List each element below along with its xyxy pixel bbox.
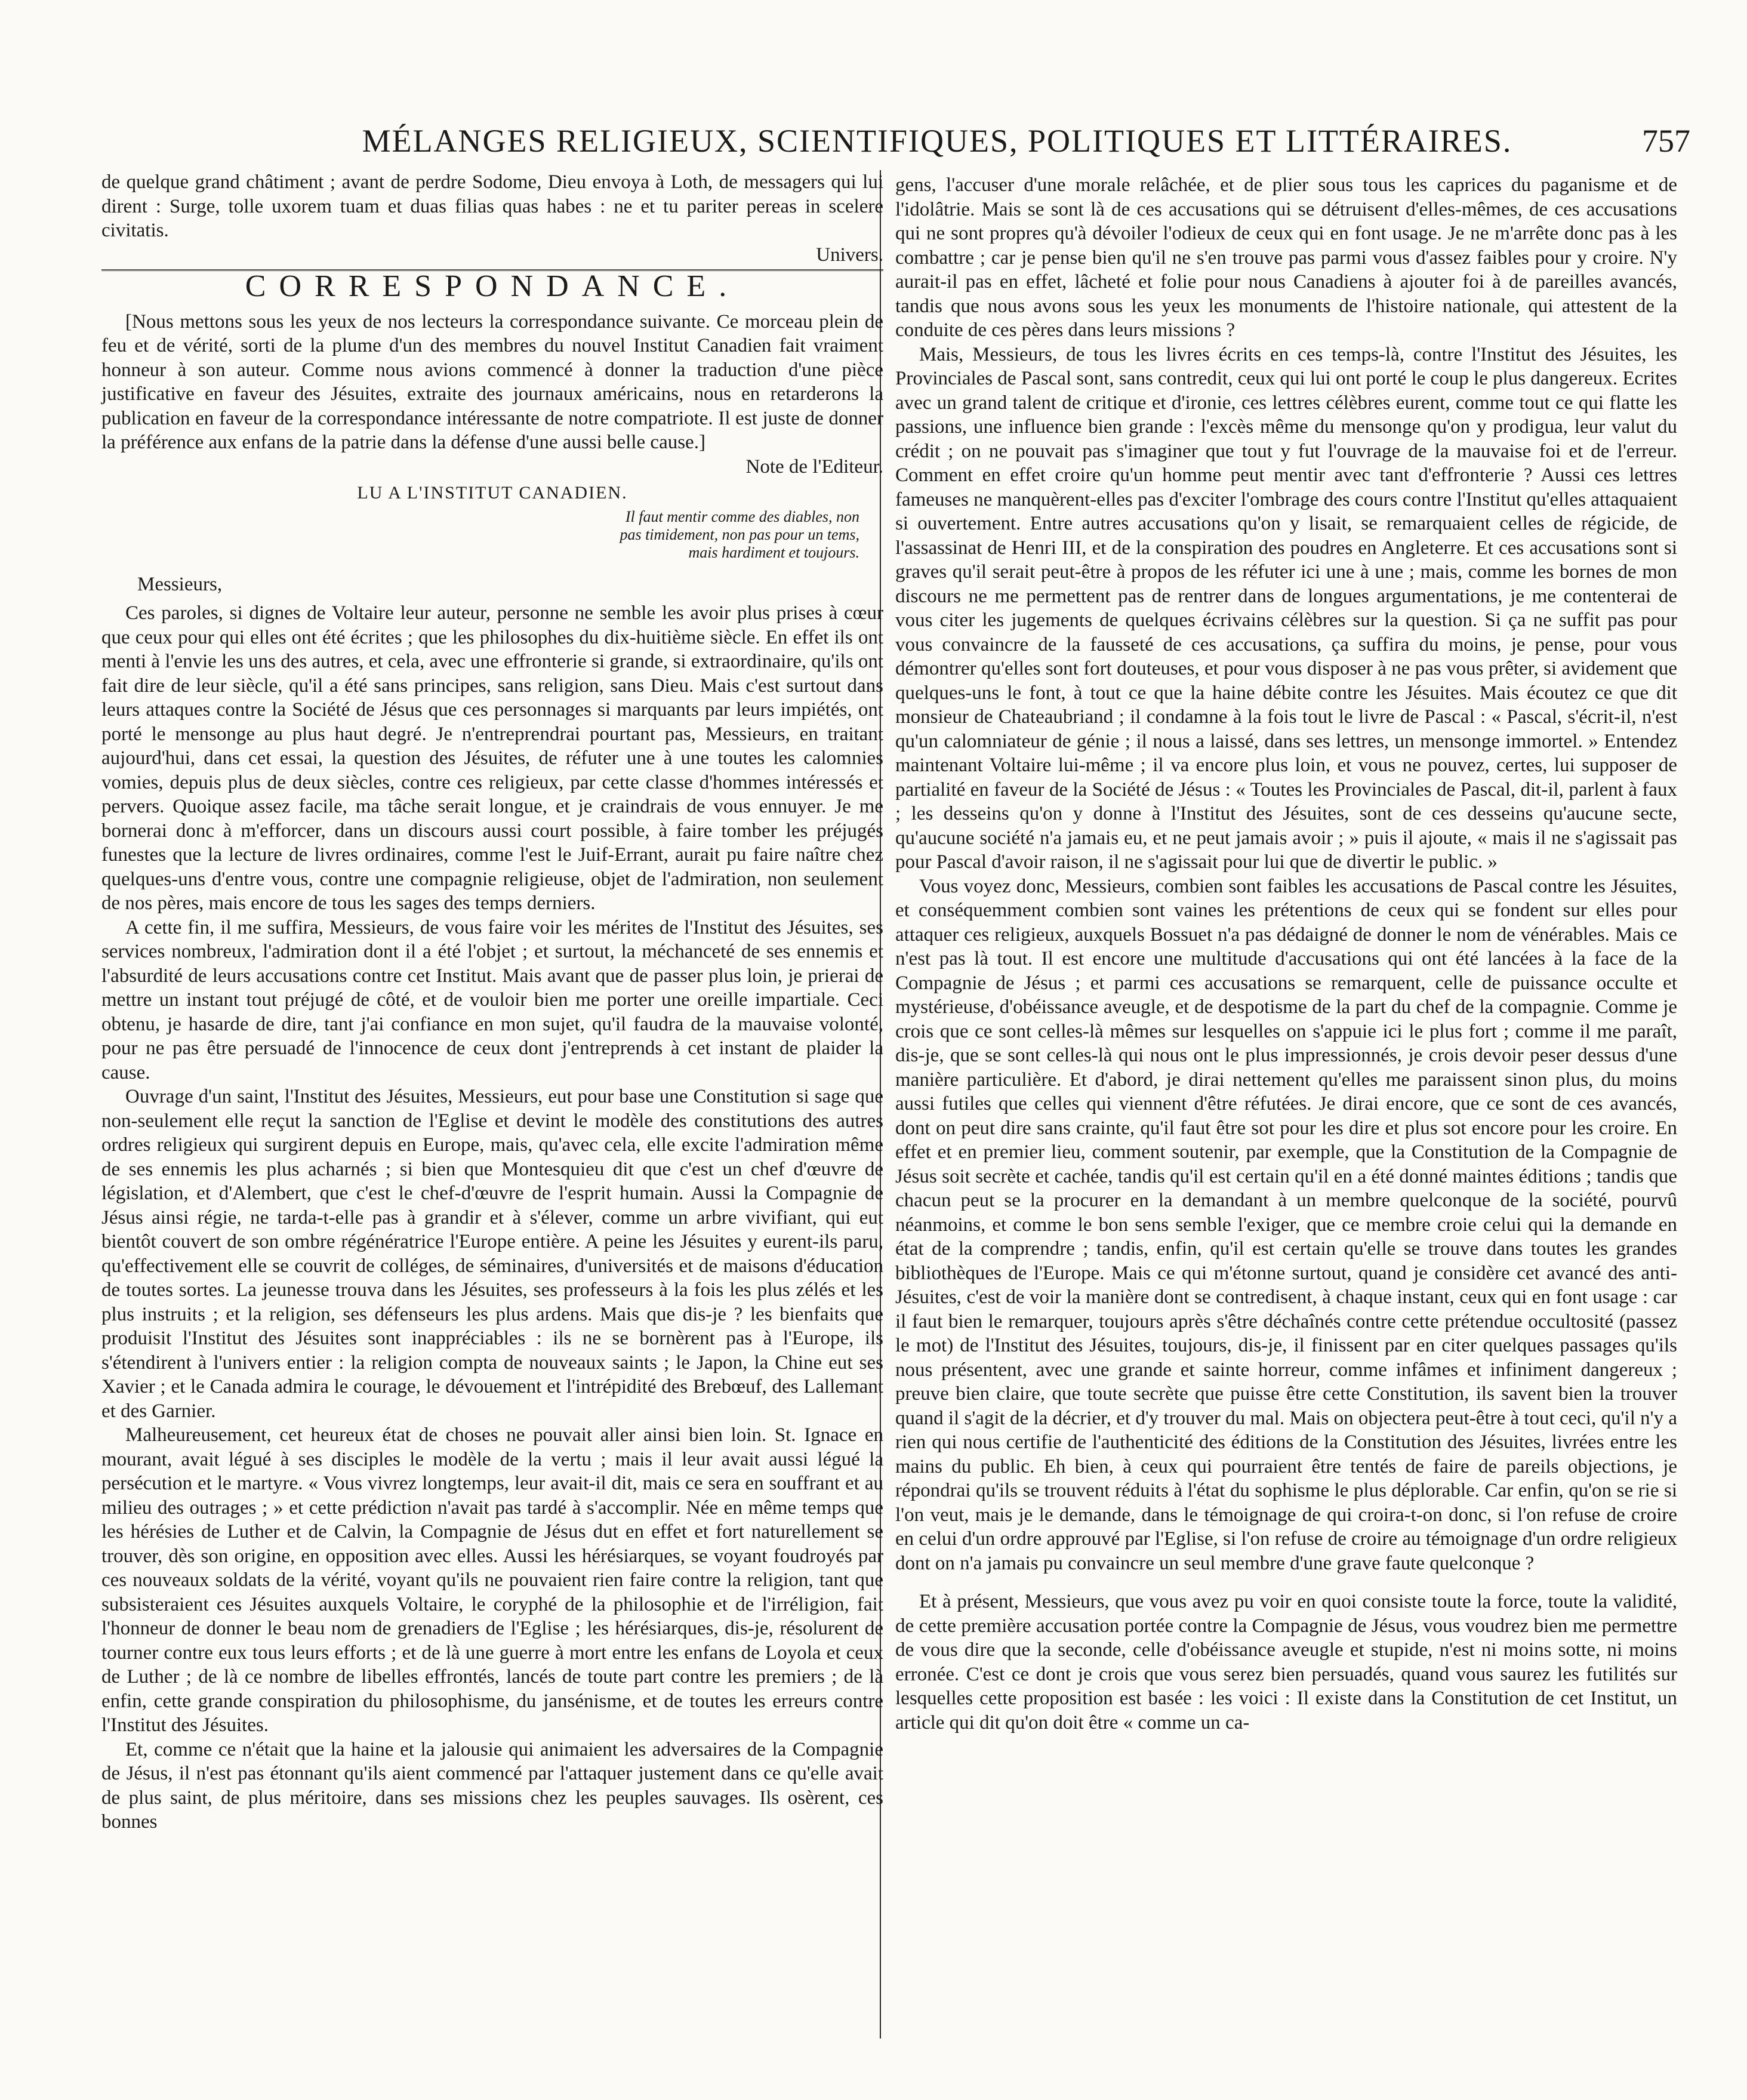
running-header: MÉLANGES RELIGIEUX, SCIENTIFIQUES, POLITIQUES ET LITTÉRAIRES.: [362, 123, 1512, 159]
right-column: [895, 173, 1677, 1735]
body-paragraph: gens, l'accuser d'une morale relâchée, et de plier sous tous les caprices du paganisme et de l'idolâtrie. Mais se sont là de ces accusations qui se détruisent d'elles-mêmes, de ces accusations qui ne sont propres qu'à dévoiler l'odieux de ceux qui en font usage. Je ne m'arrête donc pas à les combattre ; car je pense bien qu'il ne s'en trouve pas parmi vous d'assez faibles pour y croire. N'y aurait-il pas en effet, lâcheté et folie pour nous Canadiens à ajouter foi à de pareilles avancés, tandis que nous avons sous les yeux les monuments de l'histoire nationale, qui attestent de la conduite de ces pères dans leurs missions ?: [895, 174, 1677, 341]
body-paragraph: A cette fin, il me suffira, Messieurs, de vous faire voir les mérites de l'Institut des Jésuites, ses services nombreux, l'admiration dont il a été l'objet ; et surtout, la méchanceté de ses ennemis et l'absurdité de leurs accusations contre cet Institut. Mais avant que de passer plus loin, je prierai de mettre un instant tout préjugé de côté, et de vouloir bien me porter une oreille impartiale. Ceci obtenu, je hasarde de dire, tant j'ai confiance en mon sujet, qu'il faudra de la mauvaise volonté, pour ne pas être persuadé de l'innocence de ceux dont j'entreprends à cet instant de plaider la cause.: [101, 916, 883, 1083]
body-paragraph: Vous voyez donc, Messieurs, combien sont faibles les accusations de Pascal contre les Jésuites, et conséquemment combien sont vaines les prétentions de ceux qui se fondent sur elles pour attaquer ces religieux, auxquels Bossuet n'a pas dédaigné de donner le nom de vénérables. Mais ce n'est pas là tout. Il est encore une multitude d'accusations qui ont été lancées à la face de la Compagnie de Jésus ; et parmi ces accusations se remarquent, celle de puissance occulte et mystérieuse, d'obéissance aveugle, et de despotisme de la part du chef de la compagnie. Comme je crois que ce sont celles-là mêmes sur lesquelles on s'appuie ici le plus fort ; comme il me paraît, dis-je, que se sont celles-là qui nous ont le plus impressionnés, je crois devoir peser dessus d'une manière particulière. Et d'abord, je dirai nettement qu'elles me paraissent sinon plus, du moins aussi futiles que celles qui viennent d'être réfutées. Je dirai encore, que ce sont de ces avancés, dont on peut dire sans crainte, qu'il faut être sot pour les dire et plus sot encore pour les croire. En effet et en premier lieu, comment soutenir, par exemple, que la Constitution de la Compagnie de Jésus soit secrète et cachée, tandis qu'il est certain qu'il en a été donné maintes éditions ; tandis que chacun peut se la procurer en la demandant à un membre quelconque de la société, pourvû néanmoins, et comme le bon sens semble l'exiger, que ce membre croie celui qui la demande en état de la comprendre ; tandis, enfin, qu'il est certain qu'elle se trouve dans toutes les grandes bibliothèques de l'Europe. Mais ce qui m'étonne surtout, quand je considère cet avancé des anti-Jésuites, c'est de voir la manière dont se contredisent, à chaque instant, ceux qui en font usage : car il faut bien le remarquer, toujours après s'être déchaînés contre cette prétendue occultosité (passez le mot) de l'Institut des Jésuites, toujours, dis-je, il finissent par en citer quelques passages qu'ils nous présentent, avec une grande et sainte horreur, comme infâmes et infiniment dangereux ; preuve bien claire, que toute secrète que puisse être cette Constitution, ils savent bien la trouver quand il s'agit de la décrier, et d'y trouver du mal. Mais on objectera peut-être à tout ceci, qu'il n'y a rien qui nous certifie de l'authenticité des éditions de la Constitution des Jésuites, livrées entre les mains du public. Eh bien, à ceux qui pourraient être tentés de faire de pareils objections, je répondrai qu'ils se trouvent réduits à l'état du sophisme le plus déplorable. Car enfin, qu'on se rie si l'on veut, mais je le demande, dans le témoignage de qui croira-t-on donc, si l'on refuse de croire en celui d'un ordre approuvé par l'Eglise, si l'on refuse de croire au témoignage d'un ordre religieux dont on n'a jamais pu convaincre un seul membre d'une grave faute quelconque ?: [895, 875, 1677, 1574]
epigraph-line: mais hardiment et toujours.: [688, 543, 859, 561]
body-paragraph: Mais, Messieurs, de tous les livres écrits en ces temps-là, contre l'Institut des Jésuites, les Provinciales de Pascal sont, sans contredit, ceux qui lui ont porté le coup le plus dangereux. Ecrites avec un grand talent de critique et d'ironie, ces lettres célèbres eurent, comme tout ce qui flatte les passions, une influence bien grande : l'excès même du mensonge qu'on y prodigua, leur valut du crédit ; on ne pouvait pas s'imaginer que tout y fut l'ouvrage de la mauvaise foi et de l'erreur. Comment en effet croire qu'un homme peut mentir avec tant d'effronterie ? Aussi ces lettres fameuses ne manquèrent-elles pas d'exciter l'ombrage des cours contre l'Institut qu'elles attaquaient si ouvertement. Entre autres accusations qu'on y lisait, se remarquaient celles de régicide, de l'assassinat de Henri III, et de la conspiration des poudres en Angleterre. Et ces accusations sont si graves qu'il serait peut-être à propos de les réfuter ici une à une ; mais, comme les bornes de mon discours ne me permettent pas de rentrer dans de longues argumentations, je me contenterai de vous citer les jugements de quelques écrivains célèbres sur la question. Si ça ne suffit pas pour vous convaincre de la fausseté de ces accusations, ça suffira du moins, je pense, pour vous démontrer qu'elles sont fort douteuses, et pour vous disposer à ne pas vous prêter, si avidement que quelques-uns le font, à tout ce que la haine débite contre les Jésuites. Mais écoutez ce que dit monsieur de Chateaubriand ; il condamne à la fois tout le livre de Pascal : « Pascal, s'écrit-il, n'est qu'un calomniateur de génie ; il nous a laissé, dans ses lettres, un mensonge immortel. » Entendez maintenant Voltaire lui-même ; il va encore plus loin, et vous ne pouvez, certes, lui supposer de partialité en faveur de la Société de Jésus : « Toutes les Provinciales de Pascal, dit-il, parlent à faux ; les desseins qu'on y donne à l'Institut des Jésuites, sont de ces desseins qu'aucune secte, qu'aucune société n'a jamais eu, et ne peut jamais avoir ; » puis il ajoute, « mais il ne s'agissait pas pour Pascal d'avoir raison, il ne s'agissait pour lui que de divertir le public. »: [895, 343, 1677, 873]
epigraph: [101, 508, 859, 562]
body-paragraph: Et à présent, Messieurs, que vous avez pu voir en quoi consiste toute la force, toute la validité, de cette première accusation portée contre la Compagnie de Jésus, vous voudrez bien me permettre de vous dire que la seconde, celle d'obéissance aveugle et stupide, n'est ni moins sotte, ni moins erronée. C'est ce dont je crois que vous serez bien persuadés, quand vous saurez les futilités sur lesquelles cette proposition est basée : les voici : Il existe dans la Constitution de cet Institut, un article qui dit qu'on doit être « comme un ca-: [895, 1591, 1677, 1733]
epigraph-line: Il faut mentir comme des diables, non: [625, 507, 859, 525]
body-paragraph: Ces paroles, si dignes de Voltaire leur auteur, personne ne semble les avoir plus prises à cœur que ceux pour qui elles ont été écrites ; que les philosophes du dix-huitième siècle. En effet ils ont menti à l'envie les uns des autres, et cela, avec une effronterie si grande, si extraordinaire, qu'ils ont fait dire de leur siècle, qu'il a été sans principes, sans religion, sans Dieu. Mais c'est surtout dans leurs attaques contre la Société de Jésus que ces personnages si marquants par leurs impiétés, ont porté le mensonge au plus haut degré. Je n'entreprendrai pourtant pas, Messieurs, en traitant aujourd'hui, dans cet essai, la question des Jésuites, de réfuter une à une toutes les calomnies vomies, depuis plus de deux siècles, contre ces religieux, par cette classe d'hommes intéressés et pervers. Quoique assez facile, ma tâche serait longue, et je craindrais de vous ennuyer. Je me bornerai donc à m'efforcer, dans un discours aussi court possible, à faire tomber les préjugés funestes que la lecture de livres ordinaires, comme l'est le Juif-Errant, aurait pu faire naître chez quelques-uns d'entre vous, contre une compagnie religieuse, objet de l'admiration, non seulement de nos pères, mais encore de tous les sages des temps derniers.: [101, 602, 883, 914]
body-paragraph: Malheureusement, cet heureux état de choses ne pouvait aller ainsi bien loin. St. Ignace en mourant, avait légué à ses disciples le modèle de la vertu ; mais il leur avait aussi légué la persécution et le martyre. « Vous vivrez longtemps, leur avait-il dit, mais ce sera en souffrant et au milieu des outrages ; » et cette prédiction n'avait pas tardé à s'accomplir. Née en même temps que les hérésies de Luther et de Calvin, la Compagnie de Jésus dut en effet et fort naturellement se trouver, dès son origine, en opposition avec elles. Aussi les hérésiarques, se voyant foudroyés par ces nouveaux soldats de la vérité, voyant qu'ils ne pouvaient rien faire contre la religion, tant que subsisteraient ces Jésuites auxquels Voltaire, le coryphé de la philosophie et de l'irréligion, fait l'honneur de donner le beau nom de grenadiers de l'Eglise ; les hérésiarques, dis-je, résolurent de tourner contre eux tous leurs efforts ; et de là une guerre à mort entre les enfans de Loyola et ceux de Luther ; de là ce nombre de libelles effrontés, lancés de toute part contre les premiers ; de là enfin, cette grande conspiration du philosophisme, du jansénisme, et de toutes les erreurs contre l'Institut des Jésuites.: [101, 1424, 883, 1736]
continuation-paragraph: de quelque grand châtiment ; avant de perdre Sodome, Dieu envoya à Loth, de messagers qui lui dirent : Surge, tolle uxorem tuam et duas filias quas habes : ne et tu pariter pereas in scelere civitatis.: [101, 171, 883, 241]
editor-signature: Note de l'Editeur.: [745, 455, 883, 478]
salutation: Messieurs,: [137, 573, 223, 595]
body-paragraph: Et, comme ce n'était que la haine et la jalousie qui animaient les adversaires de la Compagnie de Jésus, il n'est pas étonnant qu'ils aient commencé par l'attaquer justement dans ce qu'elle avait de plus saint, de plus méritoire, dans ses missions chez les peuples sauvages. Ils osèrent, ces bonnes: [101, 1738, 883, 1833]
source-attribution: Univers.: [816, 244, 883, 266]
paragraph-gap: [895, 1575, 1677, 1590]
section-title: CORRESPONDANCE.: [245, 269, 740, 303]
epigraph-line: pas timidement, non pas pour un tems,: [620, 525, 859, 543]
body-paragraph: Ouvrage d'un saint, l'Institut des Jésuites, Messieurs, eut pour base une Constitution si sage que non-seulement elle reçut la sanction de l'Eglise et devint le modèle des constitutions des autres ordres religieux qui surgirent depuis en Europe, mais, qu'avec cela, elle excite l'admiration même de ses ennemis les plus acharnés ; si bien que Montesquieu dit que c'est un chef d'œuvre de législation, et d'Alembert, que c'est le chef-d'œuvre de l'esprit humain. Aussi la Compagnie de Jésus ainsi régie, ne tarda-t-elle pas à grandir et à s'élever, comme un arbre vivifiant, qui eut bientôt couvert de son ombre régénératrice l'Europe entière. A peine les Jésuites y eurent-ils paru, qu'effectivement elle se couvrit de colléges, de séminaires, d'universités et de maisons d'éducation de toutes sortes. La jeunesse trouva dans les Jésuites, ses professeurs à la fois les plus zélés et les plus instruits ; et la religion, ses défenseurs les plus ardens. Mais que dis-je ? les bienfaits que produisit l'Institut des Jésuites sont inappréciables : ils ne se bornèrent pas à l'Europe, ils s'étendirent à l'univers entier : la religion compta de nouveaux saints ; le Japon, la Chine eut ses Xavier ; et le Canada admira le courage, le dévouement et l'intrépidité des Brebœuf, des Lallemant et des Garnier.: [101, 1086, 883, 1422]
page-number: 757: [1642, 123, 1690, 159]
editor-note: [Nous mettons sous les yeux de nos lecteurs la correspondance suivante. Ce morceau plein de feu et de vérité, sorti de la plume d'un des membres du nouvel Institut Canadien fait vraiment honneur à son auteur. Comme nous avions commencé à donner la traduction d'une pièce justificative en faveur des Jésuites, extraite des journaux américains, nous en retarderons la publication en faveur de la correspondance intéressante de notre compatriote. Il est juste de donner la préférence aux enfans de la patrie dans la défense d'une aussi belle cause.]: [101, 310, 883, 453]
article-subhead: LU A L'INSTITUT CANADIEN.: [357, 483, 628, 503]
left-column: [101, 170, 883, 1834]
